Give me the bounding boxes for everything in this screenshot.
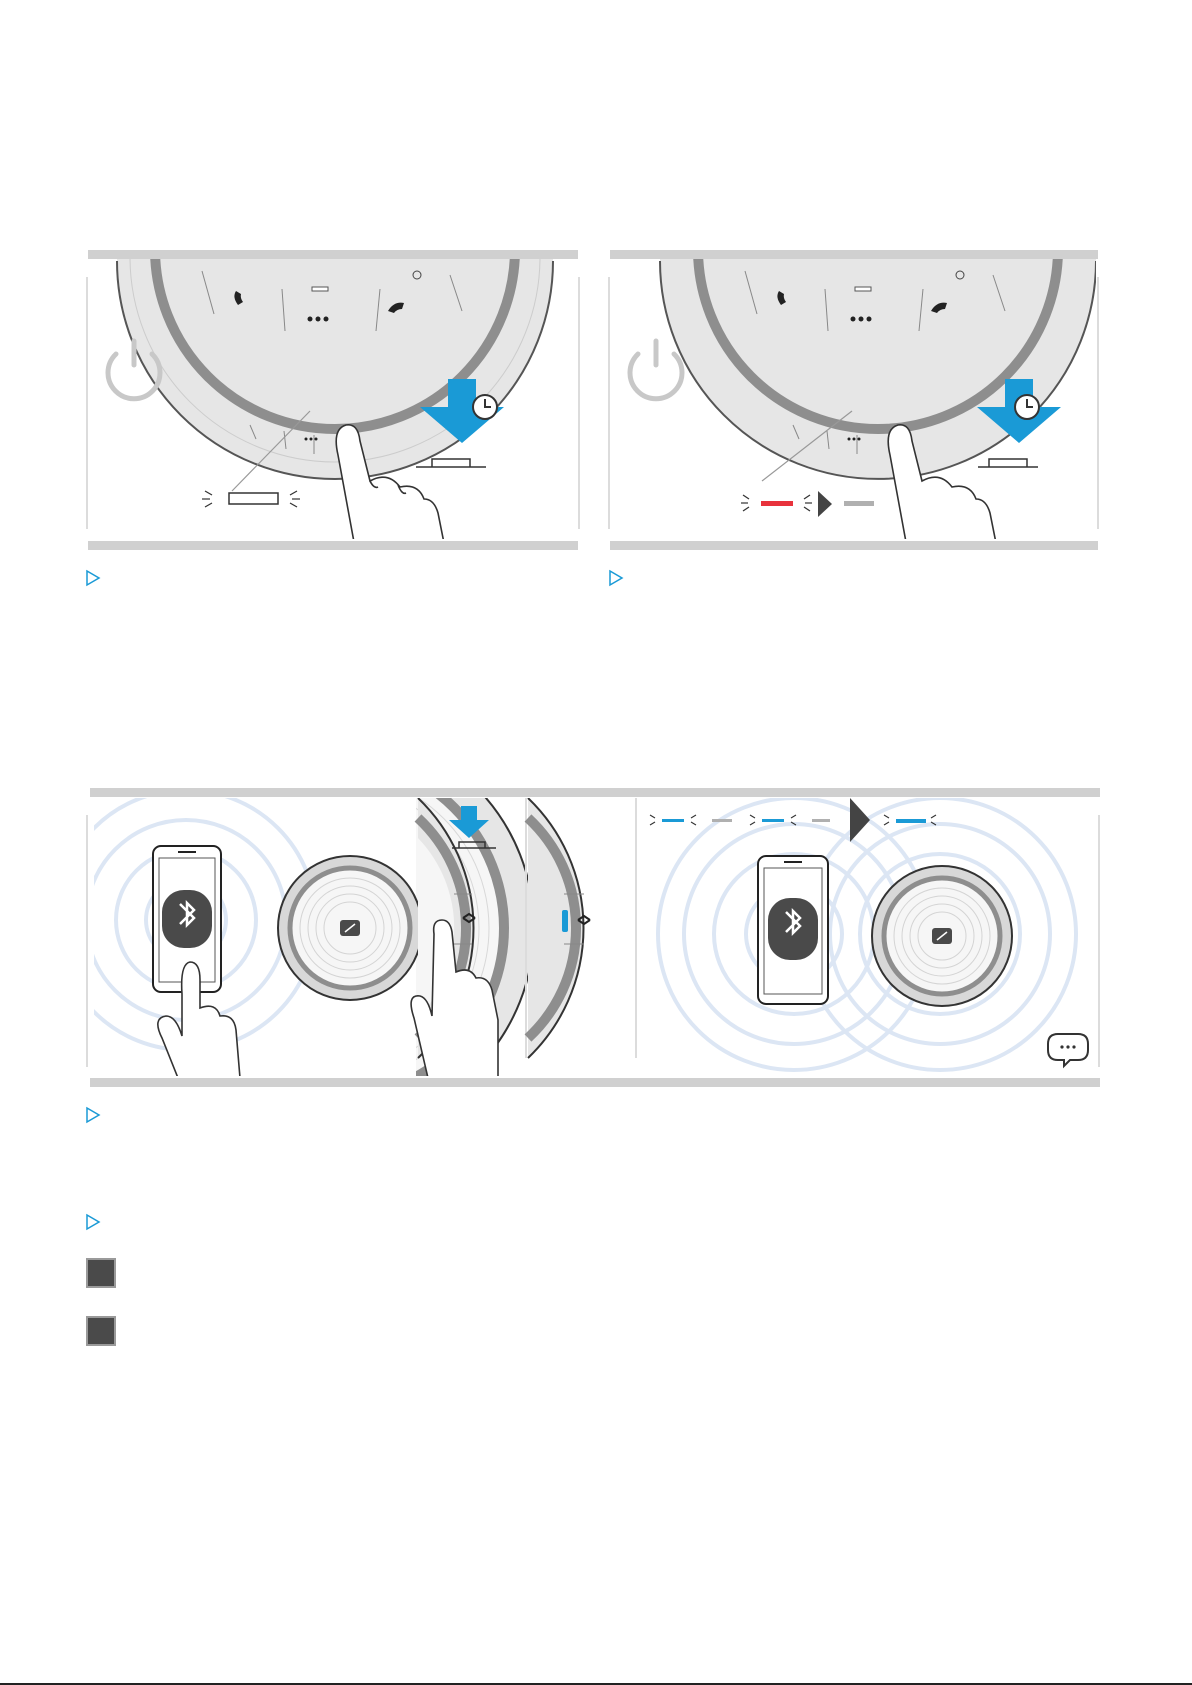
figure-frame-bottom bbox=[610, 541, 1098, 550]
figure-frame-left bbox=[86, 277, 88, 529]
bluetooth-button-icon bbox=[562, 910, 568, 932]
figure-frame-right bbox=[1098, 815, 1100, 1067]
figure-frame-top bbox=[90, 788, 1100, 797]
clock-icon bbox=[1015, 395, 1039, 419]
power-icon bbox=[630, 341, 682, 399]
led-red-then-off bbox=[741, 491, 874, 517]
bullet-triangle bbox=[84, 569, 102, 587]
figure-frame-left bbox=[86, 815, 88, 1067]
bullet-triangle bbox=[84, 1213, 102, 1231]
figure-frame-left bbox=[608, 277, 610, 529]
figure-frame-right bbox=[1097, 277, 1099, 529]
clock-icon bbox=[473, 395, 497, 419]
led-white-steady bbox=[202, 491, 300, 507]
bullet-triangle bbox=[84, 1106, 102, 1124]
figure-pairing bbox=[94, 798, 1096, 1076]
step-square-button bbox=[86, 1258, 116, 1288]
figure-frame-bottom bbox=[88, 541, 578, 550]
figure-power-off bbox=[612, 259, 1096, 539]
figure-frame-bottom bbox=[90, 1078, 1100, 1087]
figure-frame-right bbox=[578, 277, 580, 529]
bullet-triangle bbox=[607, 569, 625, 587]
step-square-button bbox=[86, 1316, 116, 1346]
figure-power-on bbox=[90, 259, 576, 539]
figure-frame-top bbox=[610, 250, 1098, 259]
figure-frame-top bbox=[88, 250, 578, 259]
voice-prompt-icon bbox=[1048, 1034, 1088, 1066]
